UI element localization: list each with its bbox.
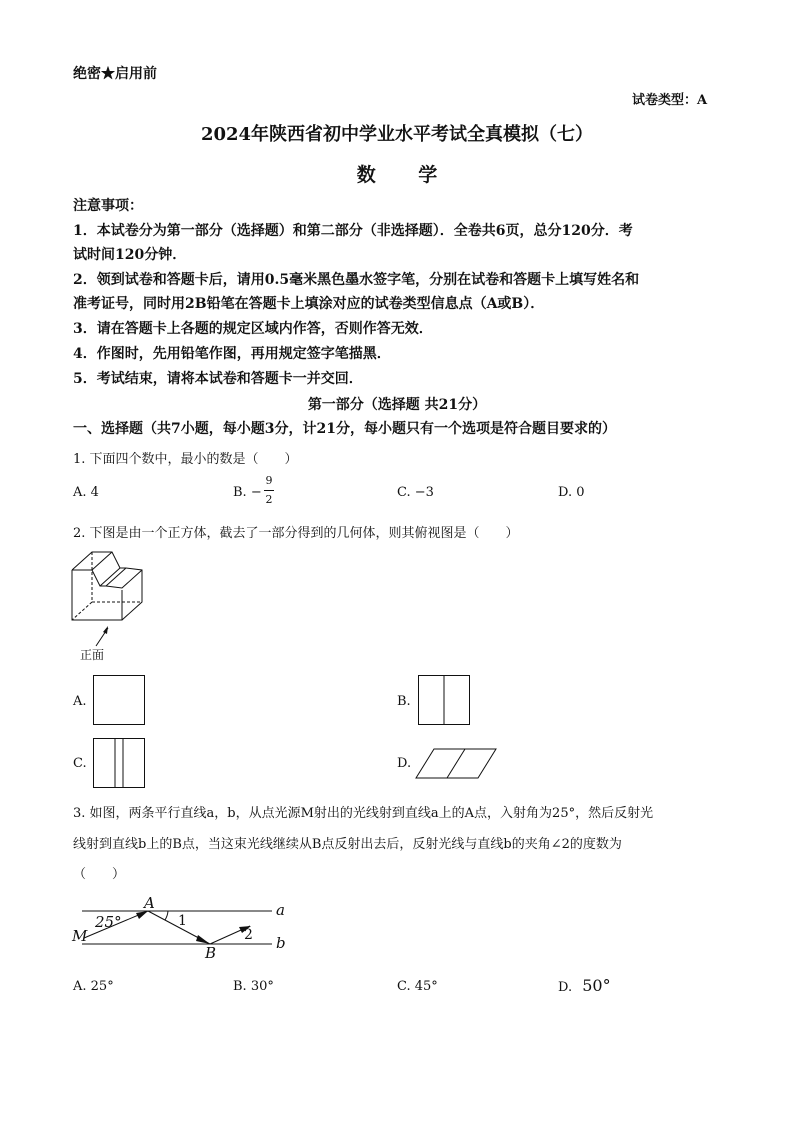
q2-solid-figure [70,548,160,648]
q3-light-figure [70,896,300,966]
q3-angle-25: 25° [95,913,122,931]
note-line-2: 试时间120分钟． [73,247,187,263]
q3-point-B: B [205,944,217,962]
q1-option-a[interactable]: A. 4 [73,485,99,500]
q2-option-b-figure [418,675,470,725]
q2-option-d[interactable]: D. [397,756,412,771]
q3-option-d[interactable] [558,976,611,995]
q3-option-a[interactable]: A. 25° [73,979,114,994]
notes-heading: 注意事项： [73,198,143,214]
q1-b-numerator: 9 [265,474,273,487]
q1-b-denominator: 2 [265,493,273,506]
q1-option-b-prefix: B. − [233,485,262,500]
q2-option-b[interactable]: B. [397,694,411,709]
q2-option-a-figure [93,675,145,725]
note-line-6: 4．作图时，先用铅笔作图，再用规定签字笔描黑． [73,346,391,362]
q3-option-b[interactable]: B. 30° [233,979,274,994]
q1-option-c[interactable]: C. −3 [397,485,434,500]
q3-option-c[interactable]: C. 45° [397,979,438,994]
q2-option-d-figure [416,748,498,780]
q2-option-c-figure [93,738,145,788]
note-line-3: 2．领到试卷和答题卡后，请用0.5毫米黑色墨水签字笔，分别在试卷和答题卡上填写姓名和 [73,272,640,288]
paper-type: 试卷类型：A [632,93,708,108]
section-heading: 一、选择题（共7小题，每小题3分，计21分，每小题只有一个选项是符合题目要求的） [73,421,616,437]
front-label: 正面 [80,648,105,662]
q1-stem: 1. 下面四个数中，最小的数是（ ） [73,452,298,467]
q3-line-a: a [276,901,285,919]
q2-stem: 2. 下图是由一个正方体，截去了一部分得到的几何体，则其俯视图是（ ） [73,526,519,541]
note-line-5: 3．请在答题卡上各题的规定区域内作答，否则作答无效． [73,321,433,337]
part1-heading: 第一部分（选择题 共21分） [307,397,487,413]
note-line-1: 1．本试卷分为第一部分（选择题）和第二部分（非选择题）．全卷共6页，总分120分．考 [73,223,633,239]
subject-title: 数 学 [356,164,456,186]
q3-stem-line-1: 3. 如图，两条平行直线a，b，从点光源M射出的光线射到直线a上的A点，入射角为25°，然后反射光 [73,806,654,821]
q3-stem-line-2: 线射到直线b上的B点，当这束光线继续从B点反射出去后，反射光线与直线b的夹角∠2的度数为 [73,837,622,852]
page-title: 2024年陕西省初中学业水平考试全真模拟（七） [200,124,594,145]
q1-option-d[interactable]: D. 0 [558,485,585,500]
q3-option-d-prefix: D. [558,980,573,995]
q3-stem-line-3: （ ） [73,867,126,882]
q3-angle-1: 1 [178,913,187,929]
q3-line-b: b [276,934,286,952]
q2-option-a[interactable]: A. [73,694,87,709]
q3-angle-2: 2 [244,927,253,943]
q3-point-A: A [144,894,155,912]
q2-option-c[interactable]: C. [73,756,87,771]
note-line-4: 准考证号，同时用2B铅笔在答题卡上填涂对应的试卷类型信息点（A或B）． [73,296,545,312]
note-line-7: 5．考试结束，请将本试卷和答题卡一并交回． [73,371,363,387]
q3-point-M: M [72,927,88,945]
fraction-bar [264,490,274,491]
q3-option-d-value: 50° [582,976,611,995]
q1-option-b[interactable] [233,485,262,500]
secret-label: 绝密★启用前 [73,66,157,82]
